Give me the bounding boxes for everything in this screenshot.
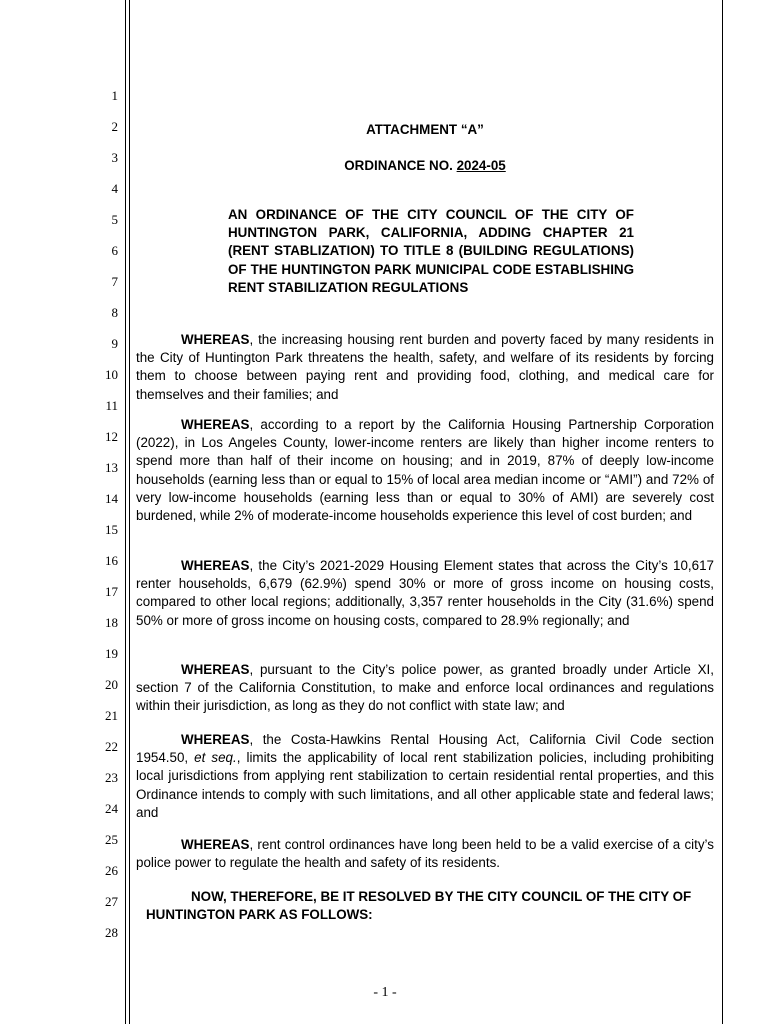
line-number: 22 (105, 739, 118, 754)
line-number: 4 (111, 181, 118, 196)
paragraph-text: , according to a report by the California Housing Partnership Corporation (2022), in Los Angeles County, lower-income renters are likely than higher income renters to spend more than half of their income on housing; and in 2019, 87% of deeply low-income households (earning less than or equal to 15% of local area median income or “AMI”) and 72% of very low-income households (earning less than or equal to 30% of AMI) are severely cost burdened, while 2% of moderate-income households experience this level of cost burden; and (136, 417, 714, 524)
line-number: 5 (111, 212, 118, 227)
whereas-paragraph-5 (136, 731, 714, 822)
ordinance-label: ORDINANCE NO. (344, 158, 457, 173)
line-number: 17 (105, 584, 118, 599)
line-number: 19 (105, 646, 118, 661)
line-number: 25 (105, 832, 118, 847)
whereas-paragraph-1 (136, 331, 714, 404)
paragraph-text: , rent control ordinances have long been held to be a valid exercise of a city’s police power to regulate the health and safety of its residents. (136, 837, 714, 871)
line-number: 6 (111, 243, 118, 258)
whereas-lead: WHEREAS (181, 837, 250, 852)
ordinance-title: AN ORDINANCE OF THE CITY COUNCIL OF THE CITY OF HUNTINGTON PARK, CALIFORNIA, ADDING CHAPTER 21 (RENT STABLIZATION) TO TITLE 8 (BUILDING REGULATIONS) OF THE HUNTINGTON PARK MUNICIPAL CODE ESTABLISHING RENT STABILIZATION REGULATIONS (228, 207, 634, 295)
line-number: 13 (105, 460, 118, 475)
line-number: 8 (111, 305, 118, 320)
line-number: 24 (105, 801, 118, 816)
paragraph-text: , limits the applicability of local rent stabilization policies, including prohibiting local jurisdictions from applying rent stabilization to certain residential rental properties, and this Ordinance intends to comply with such limitations, and all other applicable state and federal laws; and (136, 750, 714, 820)
line-number: 3 (111, 150, 118, 165)
line-number: 10 (105, 367, 118, 382)
line-number: 14 (105, 491, 118, 506)
resolution-clause: NOW, THEREFORE, BE IT RESOLVED BY THE CITY COUNCIL OF THE CITY OF HUNTINGTON PARK AS FOLLOWS: (146, 889, 692, 923)
line-number: 26 (105, 863, 118, 878)
ordinance-heading (136, 157, 714, 175)
line-number: 12 (105, 429, 118, 444)
citation-italic: et seq. (194, 750, 237, 766)
paragraph-text: , pursuant to the City’s police power, as granted broadly under Article XI, section 7 of the California Constitution, to make and enforce local ordinances and regulations within their jurisdiction, as long as they do not conflict with state law; and (136, 662, 714, 714)
whereas-paragraph-6 (136, 836, 714, 872)
whereas-lead: WHEREAS (181, 417, 250, 432)
line-number: 7 (111, 274, 118, 289)
line-number: 1 (111, 88, 118, 103)
paragraph-text: , the increasing housing rent burden and poverty faced by many residents in the City of Huntington Park threatens the health, safety, and welfare of its residents by forcing them to choose between paying rent and providing food, clothing, and medical care for themselves and their families; and (136, 332, 714, 402)
line-number: 9 (111, 336, 118, 351)
line-number: 18 (105, 615, 118, 630)
line-number: 21 (105, 708, 118, 723)
line-number: 15 (105, 522, 118, 537)
whereas-paragraph-3 (136, 557, 714, 630)
line-number: 2 (111, 119, 118, 134)
paragraph-text: , the City’s 2021-2029 Housing Element states that across the City’s 10,617 renter households, 6,679 (62.9%) spend 30% or more of gross income on housing costs, compared to other local regions; additionally, 3,357 renter households in the City (31.6%) spend 50% or more of gross income on housing costs, compared to 28.9% regionally; and (136, 558, 714, 628)
whereas-lead: WHEREAS (181, 332, 250, 347)
line-number: 11 (105, 398, 118, 413)
line-number: 20 (105, 677, 118, 692)
whereas-paragraph-2 (136, 416, 714, 525)
line-number: 23 (105, 770, 118, 785)
page-number: - 1 - (373, 985, 397, 1000)
line-number: 27 (105, 894, 118, 909)
whereas-paragraph-4 (136, 661, 714, 716)
ordinance-number: 2024-05 (456, 158, 506, 173)
attachment-heading: ATTACHMENT “A” (366, 122, 484, 137)
whereas-lead: WHEREAS (181, 662, 250, 677)
whereas-lead: WHEREAS (181, 732, 250, 747)
whereas-lead: WHEREAS (181, 558, 250, 573)
line-number: 16 (105, 553, 118, 568)
line-number: 28 (105, 925, 118, 940)
paragraph-text: , the Costa-Hawkins Rental Housing Act, California Civil Code section 1954.50, (136, 732, 714, 766)
